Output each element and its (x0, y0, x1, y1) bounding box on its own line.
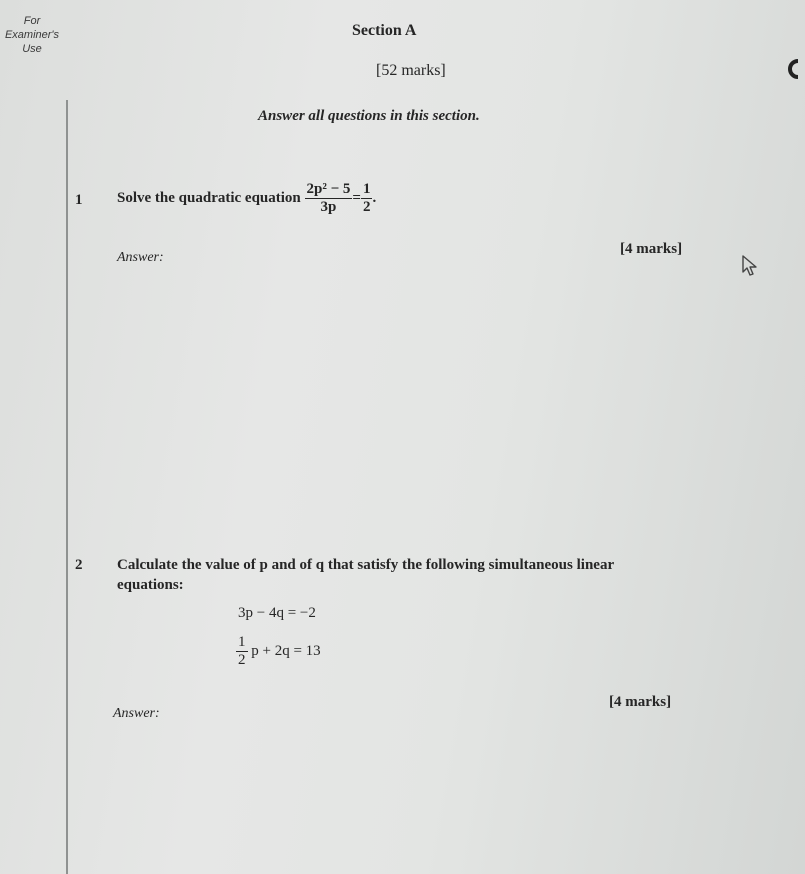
question-2-half-fraction (236, 634, 248, 669)
question-2-number: 2 (75, 557, 83, 573)
question-2-answer-label: Answer: (113, 706, 160, 721)
question-1-end-punct: . (372, 189, 377, 206)
question-2-half-denominator: 2 (238, 652, 246, 668)
examiner-label-line1: For (23, 15, 41, 27)
question-2-equation-2-rest: p + 2q = 13 (251, 642, 321, 659)
question-1-rhs-numerator: 1 (362, 181, 371, 197)
question-1-rhs-denominator: 2 (362, 199, 371, 215)
mouse-pointer-icon (741, 254, 761, 278)
section-instruction: Answer all questions in this section. (258, 108, 480, 124)
section-total-marks: [52 marks] (376, 62, 446, 79)
question-2-equation-2 (236, 634, 321, 669)
question-1-equals: = (352, 189, 361, 206)
question-2-marks: [4 marks] (609, 694, 672, 710)
examiner-label-line2: Examiner's (4, 29, 60, 41)
section-title: Section A (352, 22, 417, 39)
question-2-prompt-line2: equations: (117, 577, 184, 593)
question-1-prompt: Solve the quadratic equation (117, 189, 301, 206)
question-2-prompt-line1: Calculate the value of p and of q that satisfy the following simultaneous linear (117, 557, 615, 573)
question-1-text (117, 181, 376, 216)
question-1-number: 1 (75, 192, 83, 208)
examiner-use-label (0, 14, 64, 56)
question-1-lhs-fraction (305, 181, 353, 216)
question-1-answer-label: Answer: (117, 250, 164, 265)
margin-line (66, 100, 68, 874)
examiner-label-line3: Use (22, 43, 42, 55)
question-1-lhs-denominator: 3p (320, 199, 337, 215)
question-1-marks: [4 marks] (620, 241, 683, 257)
back-arrow-icon[interactable] (782, 58, 805, 80)
question-1-rhs-fraction (361, 181, 373, 216)
question-1-lhs-numerator: 2p² − 5 (306, 181, 351, 197)
question-2-half-numerator: 1 (238, 634, 246, 650)
question-2-equation-1: 3p − 4q = −2 (238, 605, 316, 621)
